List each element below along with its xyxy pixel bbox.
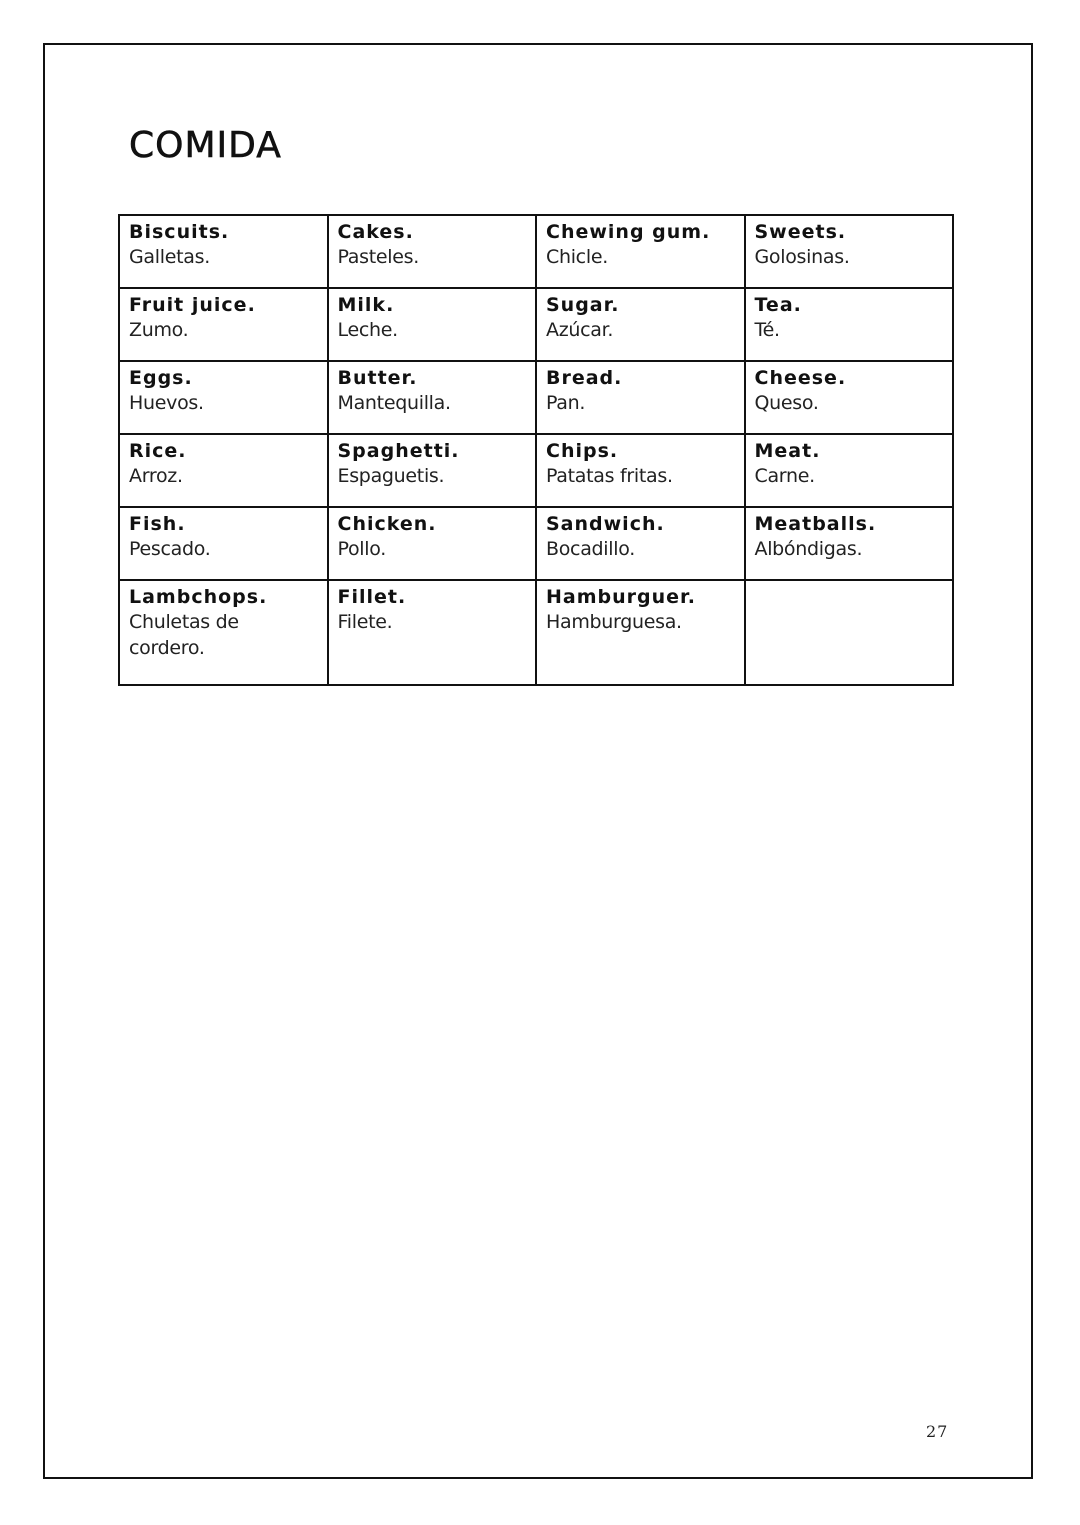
english-word: Chewing gum.: [546, 221, 711, 243]
table-cell: [119, 434, 328, 507]
table-cell: [745, 434, 954, 507]
english-word: Cheese.: [754, 367, 847, 389]
table-row: [119, 288, 953, 361]
spanish-translation: Queso.: [754, 392, 819, 414]
english-word: Tea.: [754, 294, 802, 316]
spanish-translation: Huevos.: [129, 392, 204, 414]
english-word: Hamburguer.: [546, 586, 696, 608]
table-cell: [328, 215, 537, 288]
english-word: Meat.: [754, 440, 821, 462]
english-word: Sweets.: [754, 221, 847, 243]
spanish-translation: Pollo.: [337, 538, 386, 560]
spanish-translation: Carne.: [754, 465, 815, 487]
table-cell: [536, 288, 745, 361]
english-word: Fish.: [129, 513, 186, 535]
table-row: [119, 580, 953, 685]
spanish-translation: Chicle.: [546, 246, 608, 268]
table-cell: [745, 507, 954, 580]
spanish-translation: Pescado.: [129, 538, 211, 560]
english-word: Fruit juice.: [129, 294, 256, 316]
english-word: Sugar.: [546, 294, 620, 316]
spanish-translation: Golosinas.: [754, 246, 850, 268]
spanish-translation: Galletas.: [129, 246, 210, 268]
table-row: [119, 215, 953, 288]
spanish-translation: Arroz.: [129, 465, 183, 487]
table-cell: [119, 361, 328, 434]
table-cell: [536, 580, 745, 685]
vocabulary-table: [118, 214, 954, 686]
spanish-translation: Zumo.: [129, 319, 189, 341]
table-cell: [328, 580, 537, 685]
table-cell: [745, 215, 954, 288]
spanish-translation: Pasteles.: [337, 246, 419, 268]
english-word: Sandwich.: [546, 513, 665, 535]
table-cell: [745, 361, 954, 434]
table-cell: [328, 361, 537, 434]
spanish-translation: Pan.: [546, 392, 586, 414]
english-word: Butter.: [337, 367, 418, 389]
spanish-translation: Mantequilla.: [337, 392, 451, 414]
spanish-translation: Espaguetis.: [337, 465, 445, 487]
table-cell: [328, 507, 537, 580]
table-row: [119, 434, 953, 507]
spanish-translation: Albóndigas.: [754, 538, 863, 560]
table-cell: [119, 215, 328, 288]
english-word: Lambchops.: [129, 586, 268, 608]
english-word: Spaghetti.: [337, 440, 460, 462]
table-cell: [536, 215, 745, 288]
spanish-translation: Azúcar.: [546, 319, 614, 341]
table-cell: [119, 580, 328, 685]
page-number: 27: [926, 1422, 949, 1441]
table-cell: [745, 288, 954, 361]
english-word: Rice.: [129, 440, 187, 462]
english-word: Fillet.: [337, 586, 407, 608]
table-cell: [119, 288, 328, 361]
empty-table-cell: [745, 580, 954, 685]
page-title: COMIDA: [129, 125, 282, 166]
english-word: Milk.: [337, 294, 395, 316]
table-cell: [328, 288, 537, 361]
spanish-translation: Bocadillo.: [546, 538, 635, 560]
spanish-translation: Chuletas de cordero.: [129, 611, 239, 659]
spanish-translation: Patatas fritas.: [546, 465, 673, 487]
english-word: Biscuits.: [129, 221, 230, 243]
table-cell: [119, 507, 328, 580]
english-word: Bread.: [546, 367, 623, 389]
table-cell: [536, 434, 745, 507]
english-word: Chicken.: [337, 513, 437, 535]
english-word: Meatballs.: [754, 513, 877, 535]
spanish-translation: Hamburguesa.: [546, 611, 682, 633]
table-cell: [536, 361, 745, 434]
english-word: Eggs.: [129, 367, 193, 389]
spanish-translation: Té.: [754, 319, 780, 341]
table-row: [119, 507, 953, 580]
table-row: [119, 361, 953, 434]
english-word: Chips.: [546, 440, 619, 462]
table-cell: [328, 434, 537, 507]
spanish-translation: Leche.: [337, 319, 398, 341]
table-cell: [536, 507, 745, 580]
spanish-translation: Filete.: [337, 611, 393, 633]
english-word: Cakes.: [337, 221, 414, 243]
